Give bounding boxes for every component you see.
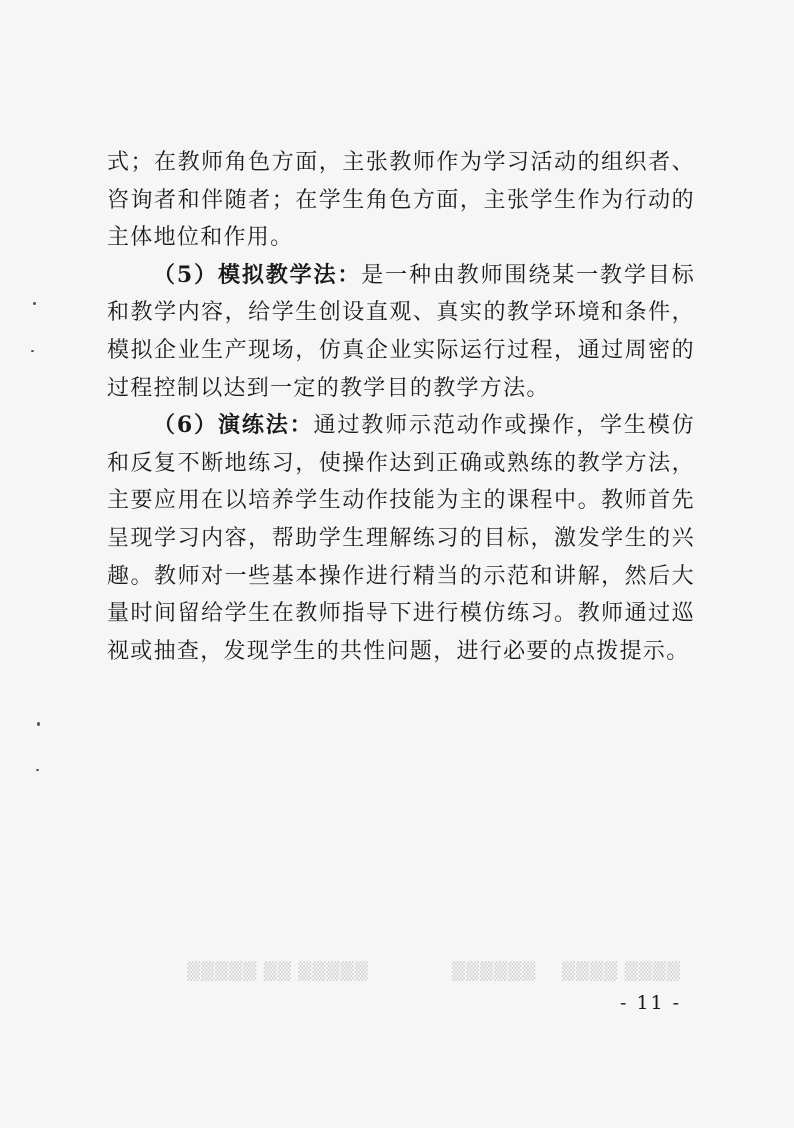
- paragraph-continuation: [107, 144, 695, 257]
- paragraph-text: 通过教师示范动作或操作，学生模仿和反复不断地练习，使操作达到正确或熟练的教学方法，主要应用在以培养学生动作技能为主的课程中。教师首先呈现学习内容，帮助学生理解练习的目标，激发学生的兴趣。教师对一些基本操作进行精当的示范和讲解，然后大量时间留给学生在教师指导下进行模仿练习。教师通过巡视或抽查，发现学生的共性问题，进行必要的点拨提示。: [107, 413, 695, 664]
- scan-speck: [31, 350, 34, 352]
- paragraph-drill-method: [107, 407, 695, 670]
- scan-speck: [33, 302, 36, 305]
- page-number: - 11 -: [620, 992, 682, 1014]
- item-label: （5）模拟教学法：: [153, 261, 362, 288]
- item-label: （6）演练法：: [153, 412, 314, 439]
- scan-speck: [37, 722, 40, 726]
- paragraph-simulation-method: [107, 257, 695, 407]
- paragraph-text: 是一种由教师围绕某一教学目标和教学内容，给学生创设直观、真实的教学环境和条件，模拟企业生产现场，仿真企业实际运行过程，通过周密的过程控制以达到一定的教学目的教学方法。: [107, 262, 696, 401]
- body-text: [107, 144, 695, 670]
- bleed-through-mark: ▒▒▒▒ ▒▒▒▒ ▒▒▒▒▒▒ ▒▒▒▒▒ ▒▒ ▒▒▒▒▒: [186, 962, 680, 982]
- scan-speck: [36, 769, 39, 771]
- paragraph-text: 式；在教师角色方面，主张教师作为学习活动的组织者、咨询者和伴随者；在学生角色方面，主张学生作为行动的主体地位和作用。: [107, 150, 695, 251]
